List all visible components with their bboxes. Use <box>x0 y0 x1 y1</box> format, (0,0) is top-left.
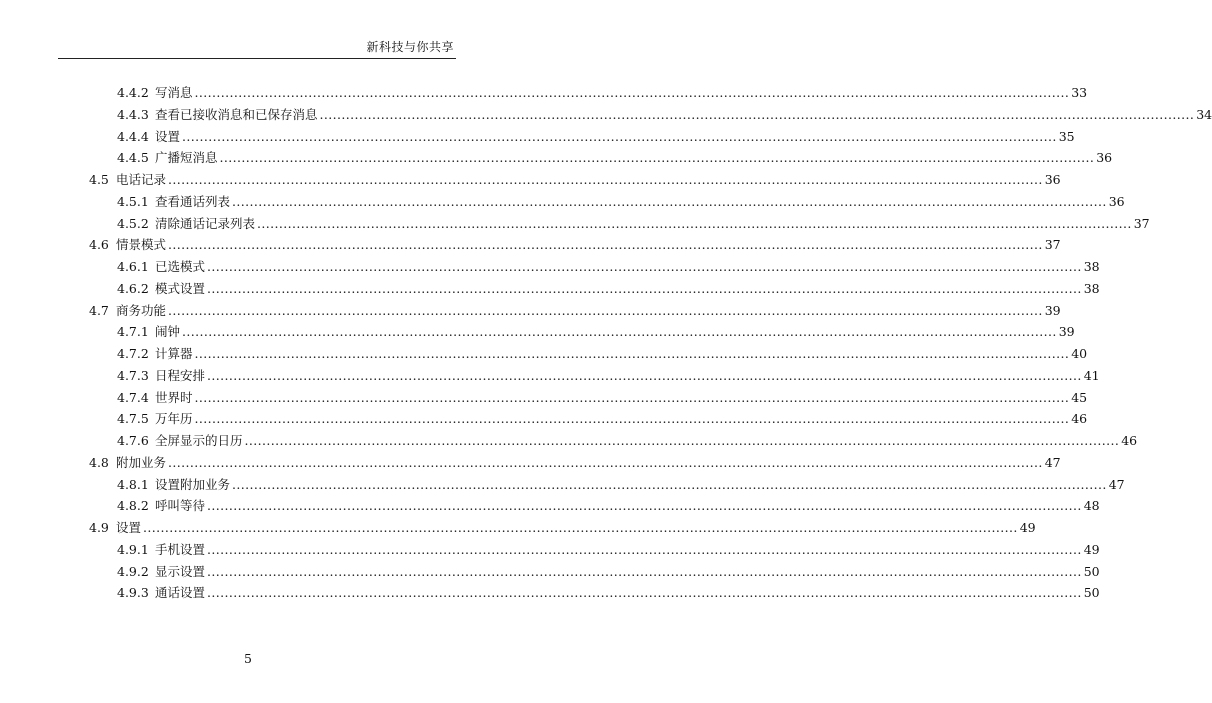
toc-entry-title: 万年历 <box>155 411 193 427</box>
toc-entry[interactable] <box>0 169 1061 191</box>
toc-entry-title: 设置附加业务 <box>155 476 231 492</box>
toc-entry[interactable] <box>0 300 1061 322</box>
toc-entry-line <box>155 408 1088 430</box>
toc-entry-number: 4.7.5 <box>117 411 149 427</box>
toc-entry-line <box>155 278 1100 300</box>
toc-entry[interactable] <box>0 408 1088 430</box>
dot-leader: ........................................................................................................................................................................................................ <box>194 85 1070 100</box>
toc-entry-number: 4.9.1 <box>117 541 149 557</box>
toc-entry-line <box>155 430 1138 452</box>
toc-entry-title: 附加业务 <box>116 454 167 470</box>
toc-entry-title: 写消息 <box>155 85 193 100</box>
dot-leader: ........................................................................................................................................................................................................ <box>219 150 1095 166</box>
dot-leader: ........................................................................................................................................................................................................ <box>232 193 1107 209</box>
toc-entry-number: 4.7.4 <box>117 389 149 405</box>
dot-leader: ........................................................................................................................................................................................................ <box>207 541 1082 557</box>
toc-entry-line <box>116 300 1061 322</box>
toc-entry-title: 呼叫等待 <box>155 498 206 514</box>
toc-entry-page: 38 <box>1083 280 1100 296</box>
toc-entry-number: 4.4.5 <box>117 150 149 166</box>
toc-entry-number: 4.9.3 <box>117 585 149 601</box>
toc-entry[interactable] <box>0 517 1036 539</box>
toc-entry[interactable] <box>0 365 1100 387</box>
toc-entry-title: 模式设置 <box>155 280 206 296</box>
dot-leader: ........................................................................................................................................................................................................ <box>194 389 1070 405</box>
toc-entry[interactable] <box>0 582 1100 604</box>
toc-entry-title: 查看已接收消息和已保存消息 <box>155 106 318 122</box>
toc-entry-title: 全屏显示的日历 <box>155 433 243 448</box>
toc-entry-title: 广播短消息 <box>155 150 218 166</box>
toc-entry[interactable] <box>0 213 1150 235</box>
toc-entry-line <box>155 213 1150 235</box>
dot-leader: ........................................................................................................................................................................................................ <box>194 411 1070 427</box>
dot-leader: ........................................................................................................................................................................................................ <box>168 237 1043 253</box>
toc-entry[interactable] <box>0 539 1100 561</box>
toc-entry-number: 4.5.2 <box>117 215 149 231</box>
toc-entry-line <box>155 104 1212 126</box>
toc-entry-line <box>116 452 1061 474</box>
dot-leader: ........................................................................................................................................................................................................ <box>168 302 1043 318</box>
toc-entry-page: 37 <box>1044 237 1061 253</box>
toc-entry-title: 显示设置 <box>155 563 206 579</box>
toc-entry-page: 48 <box>1083 498 1100 514</box>
toc-entry[interactable] <box>0 495 1100 517</box>
toc-entry-number: 4.4.3 <box>117 106 149 122</box>
toc-entry-number: 4.8.2 <box>117 498 149 514</box>
toc-entry-line <box>155 495 1100 517</box>
toc-entry-title: 设置 <box>155 128 181 144</box>
toc-entry-line <box>155 191 1125 213</box>
toc-entry-title: 闹钟 <box>155 324 181 340</box>
dot-leader: ........................................................................................................................................................................................................ <box>207 367 1082 383</box>
toc-entry[interactable] <box>0 452 1061 474</box>
toc-entry[interactable] <box>0 430 1138 452</box>
toc-entry[interactable] <box>0 82 1088 104</box>
toc-entry-line <box>116 517 1036 539</box>
toc-entry-number: 4.7 <box>89 302 109 318</box>
toc-entry-page: 50 <box>1083 563 1100 579</box>
toc-entry-number: 4.4.4 <box>117 128 149 144</box>
toc-entry-page: 41 <box>1083 367 1100 383</box>
toc-entry-line <box>155 126 1075 148</box>
toc-entry-number: 4.9 <box>89 520 109 535</box>
toc-entry-page: 47 <box>1044 454 1061 470</box>
dot-leader: ........................................................................................................................................................................................................ <box>182 324 1057 340</box>
toc-entry[interactable] <box>0 256 1100 278</box>
toc-entry-page: 46 <box>1071 411 1088 427</box>
toc-entry[interactable] <box>0 126 1075 148</box>
toc-entry-page: 49 <box>1019 520 1036 535</box>
dot-leader: ........................................................................................................................................................................................................ <box>168 172 1043 187</box>
toc-entry-page: 37 <box>1133 215 1150 231</box>
dot-leader: ........................................................................................................................................................................................................ <box>244 433 1120 448</box>
toc-entry-page: 46 <box>1121 433 1138 448</box>
toc-entry-line <box>116 234 1061 256</box>
toc-entry-line <box>155 147 1113 169</box>
toc-entry-number: 4.7.2 <box>117 346 149 361</box>
toc-entry-title: 已选模式 <box>155 259 206 274</box>
toc-entry-title: 世界时 <box>155 389 193 405</box>
toc-entry-page: 34 <box>1196 106 1212 122</box>
toc-entry[interactable] <box>0 343 1088 365</box>
toc-entry-line <box>155 561 1100 583</box>
toc-entry-number: 4.7.6 <box>117 433 149 448</box>
toc-entry-title: 通话设置 <box>155 585 206 601</box>
toc-entry-line <box>155 387 1088 409</box>
toc-entry-page: 36 <box>1044 172 1061 187</box>
toc-entry-page: 47 <box>1108 476 1125 492</box>
toc-entry-title: 查看通话列表 <box>155 193 231 209</box>
toc-entry-number: 4.5 <box>89 172 109 187</box>
toc-entry-number: 4.7.1 <box>117 324 149 340</box>
dot-leader: ........................................................................................................................................................................................................ <box>207 563 1082 579</box>
toc-entry-line <box>116 169 1061 191</box>
toc-entry-number: 4.4.2 <box>117 85 149 100</box>
toc-entry-title: 情景模式 <box>116 237 167 253</box>
dot-leader: ........................................................................................................................................................................................................ <box>143 520 1018 535</box>
toc-entry[interactable] <box>0 321 1075 343</box>
toc-entry-number: 4.6.1 <box>117 259 149 274</box>
toc-entry[interactable] <box>0 191 1125 213</box>
toc-entry[interactable] <box>0 234 1061 256</box>
page-number: 5 <box>244 651 252 666</box>
toc-entry-page: 38 <box>1083 259 1100 274</box>
toc-entry-number: 4.7.3 <box>117 367 149 383</box>
toc-entry-title: 电话记录 <box>116 172 167 187</box>
toc-entry-page: 49 <box>1083 541 1100 557</box>
toc-entry-line <box>155 539 1100 561</box>
toc-entry-number: 4.6.2 <box>117 280 149 296</box>
toc-entry-title: 手机设置 <box>155 541 206 557</box>
toc-entry-line <box>155 82 1088 104</box>
toc-entry-line <box>155 343 1088 365</box>
toc-entry-page: 39 <box>1044 302 1061 318</box>
toc-entry-page: 35 <box>1058 128 1075 144</box>
dot-leader: ........................................................................................................................................................................................................ <box>182 128 1057 144</box>
toc-entry-number: 4.8.1 <box>117 476 149 492</box>
dot-leader: ........................................................................................................................................................................................................ <box>319 106 1195 122</box>
toc-entry-line <box>155 321 1075 343</box>
dot-leader: ........................................................................................................................................................................................................ <box>207 259 1082 274</box>
toc-entry[interactable] <box>0 561 1100 583</box>
toc-entry-title: 设置 <box>116 520 142 535</box>
toc-entry-line <box>155 582 1100 604</box>
header-title: 新科技与你共享 <box>366 40 454 54</box>
toc-entry-title: 计算器 <box>155 346 193 361</box>
toc-entry-page: 36 <box>1096 150 1113 166</box>
toc-entry-page: 39 <box>1058 324 1075 340</box>
toc-entry-number: 4.8 <box>89 454 109 470</box>
toc-entry-page: 50 <box>1083 585 1100 601</box>
toc-entry-number: 4.6 <box>89 237 109 253</box>
toc-entry-title: 清除通话记录列表 <box>155 215 256 231</box>
table-of-contents <box>0 82 1212 604</box>
dot-leader: ........................................................................................................................................................................................................ <box>207 585 1082 601</box>
toc-entry-title: 商务功能 <box>116 302 167 318</box>
dot-leader: ........................................................................................................................................................................................................ <box>232 476 1107 492</box>
toc-entry-page: 45 <box>1071 389 1088 405</box>
toc-entry-line <box>155 365 1100 387</box>
toc-entry-page: 36 <box>1108 193 1125 209</box>
dot-leader: ........................................................................................................................................................................................................ <box>257 215 1132 231</box>
toc-entry-line <box>155 256 1100 278</box>
toc-entry-number: 4.9.2 <box>117 563 149 579</box>
dot-leader: ........................................................................................................................................................................................................ <box>194 346 1070 361</box>
toc-entry-page: 33 <box>1071 85 1088 100</box>
toc-entry[interactable] <box>0 474 1125 496</box>
toc-entry-line <box>155 474 1125 496</box>
toc-entry-number: 4.5.1 <box>117 193 149 209</box>
dot-leader: ........................................................................................................................................................................................................ <box>207 280 1082 296</box>
toc-entry[interactable] <box>0 278 1100 300</box>
toc-entry[interactable] <box>0 147 1113 169</box>
toc-entry-title: 日程安排 <box>155 367 206 383</box>
running-header <box>58 36 456 59</box>
dot-leader: ........................................................................................................................................................................................................ <box>207 498 1082 514</box>
toc-entry[interactable] <box>0 387 1088 409</box>
toc-entry-page: 40 <box>1071 346 1088 361</box>
dot-leader: ........................................................................................................................................................................................................ <box>168 454 1043 470</box>
toc-entry[interactable] <box>0 104 1212 126</box>
